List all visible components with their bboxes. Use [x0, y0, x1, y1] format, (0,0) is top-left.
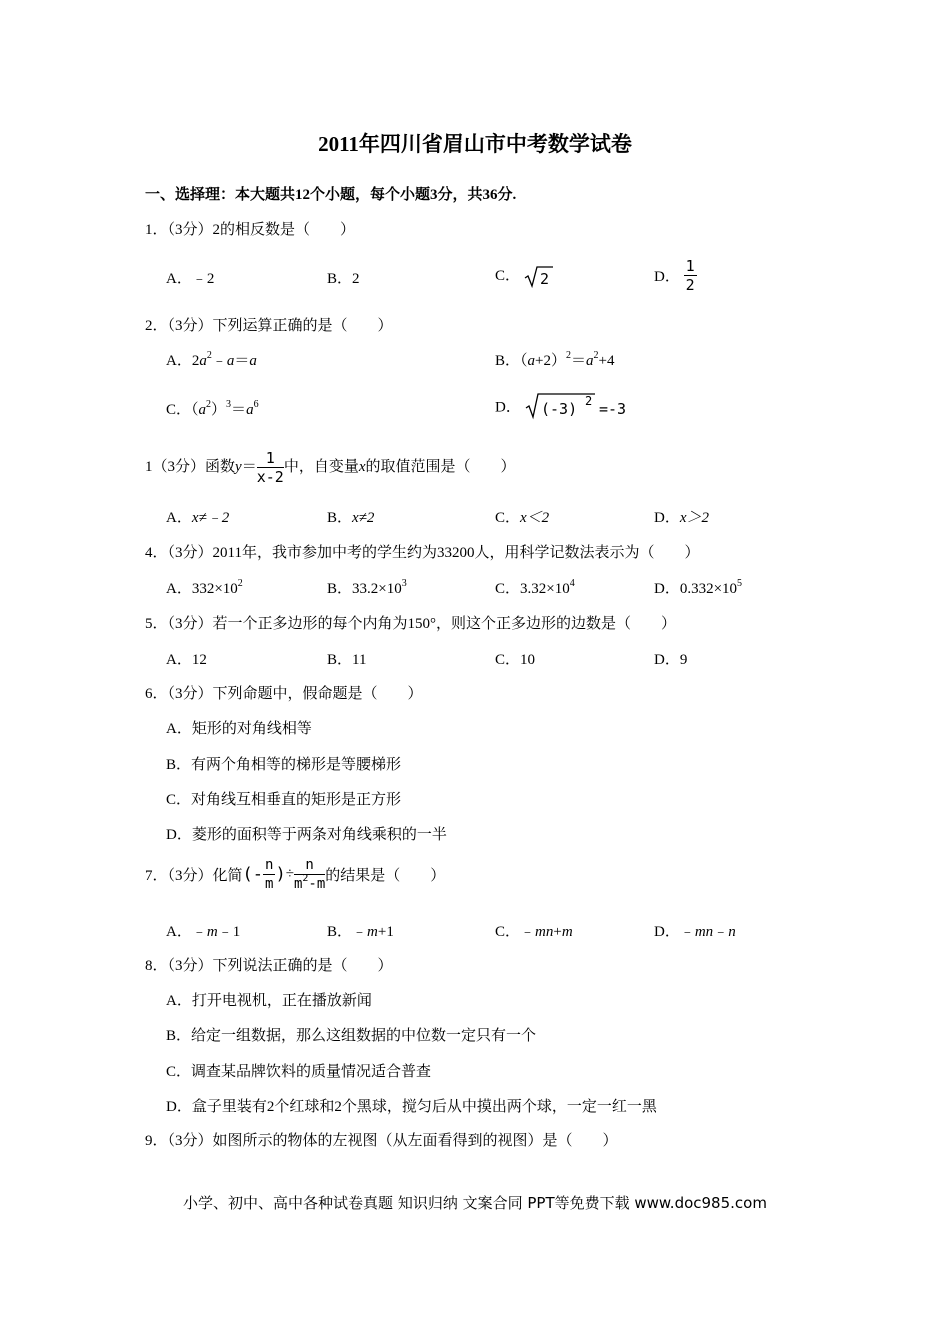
question-7: 7．（3分）化简(- $\frac{n}{m}$ )÷ $\frac{n}{m^2-m}$ 的结果是（ ）	[145, 857, 446, 892]
question-8: 8．（3分）下列说法正确的是（ ）	[145, 958, 393, 974]
section-heading: 一、选择理：本大题共12个小题，每个小题3分，共36分.	[145, 187, 517, 203]
fraction: $\frac{n}{m}$	[265, 857, 274, 892]
q3-option-b: B．x≠2	[327, 510, 375, 526]
q1-option-b: B．2	[327, 271, 360, 287]
q5-option-a: A．12	[166, 652, 207, 668]
q6-option-c: C．对角线互相垂直的矩形是正方形	[166, 792, 402, 808]
q5-option-d: D．9	[654, 652, 688, 668]
sqrt-symbol	[524, 265, 554, 289]
q4-option-d: D．$0.332\times 10^5$	[654, 578, 743, 597]
fraction: $\frac{1}{2}$	[685, 257, 695, 294]
q1-option-a: A．﹣2	[166, 271, 215, 287]
question-number: 1．	[145, 222, 168, 238]
q5-option-c: C．10	[495, 652, 536, 668]
q2-option-d: D． (-3) 2 =-3	[495, 392, 655, 420]
q8-option-a: A．打开电视机，正在播放新闻	[166, 993, 372, 1009]
fraction: $\frac{1}{x-2}$	[256, 449, 284, 486]
q3-option-a: A．x≠﹣2	[166, 510, 230, 526]
question-2: 2．（3分）下列运算正确的是（ ）	[145, 318, 393, 334]
q3-option-c: C．x＜2	[495, 510, 550, 526]
q7-option-d: D．﹣mn﹣n	[654, 924, 736, 940]
q2-option-b: B．$(a+2)^2=a^2+4$	[495, 350, 615, 369]
q6-option-a: A．矩形的对角线相等	[166, 721, 312, 737]
page-footer: 小学、初中、高中各种试卷真题 知识归纳 文案合同 PPT等免费下载 www.doc985.com	[183, 1194, 767, 1212]
svg-text:(-3): (-3)	[540, 400, 577, 418]
q4-option-b: B．$33.2\times 10^3$	[327, 578, 407, 597]
q8-option-d: D．盒子里装有2个红球和2个黑球，搅匀后从中摸出两个球，一定一红一黑	[166, 1099, 657, 1115]
q2-option-c: C．$(a^2)^3=a^6$	[166, 399, 259, 418]
question-score: （3分）	[167, 222, 213, 238]
question-4: 4．（3分）2011年，我市参加中考的学生约为33200人，用科学记数法表示为（ ）	[145, 545, 700, 561]
q6-option-b: B．有两个角相等的梯形是等腰梯形	[166, 757, 402, 773]
fraction: $\frac{n}{m^2-m}$	[293, 857, 326, 892]
q7-option-c: C．﹣mn+m	[495, 924, 573, 940]
q3-option-d: D．x＞2	[654, 510, 710, 526]
question-1	[145, 218, 355, 239]
sqrt-expression	[525, 392, 655, 420]
q8-option-c: C．调查某品牌饮料的质量情况适合普查	[166, 1064, 432, 1080]
question-9: 9．（3分）如图所示的物体的左视图（从左面看得到的视图）是（ ）	[145, 1133, 618, 1149]
question-6: 6．（3分）下列命题中，假命题是（ ）	[145, 686, 423, 702]
q1-option-c: C． 2	[495, 264, 554, 289]
q4-option-c: C．$3.32\times 10^4$	[495, 578, 575, 597]
radicand: 2	[539, 269, 549, 288]
q5-option-b: B．11	[327, 652, 367, 668]
svg-text:=-3: =-3	[598, 400, 626, 418]
question-5: 5．（3分）若一个正多边形的每个内角为150°，则这个正多边形的边数是（ ）	[145, 616, 677, 632]
question-text: 2的相反数是（ ）	[212, 222, 356, 238]
q2-option-a: A．$2a^2﹣a=a$	[166, 350, 257, 369]
q6-option-d: D．菱形的面积等于两条对角线乘积的一半	[166, 827, 447, 843]
q8-option-b: B．给定一组数据，那么这组数据的中位数一定只有一个	[166, 1028, 537, 1044]
page-title: 2011年四川省眉山市中考数学试卷	[318, 132, 632, 156]
q1-option-d: D． $\frac{1}{2}$	[654, 257, 695, 294]
q7-option-a: A．﹣m﹣1	[166, 924, 241, 940]
q4-option-a: A．$332\times 10^2$	[166, 578, 243, 597]
q7-option-b: B．﹣m+1	[327, 924, 394, 940]
question-3: 1（3分）函数y＝ $\frac{1}{x-2}$ 中，自变量x的取值范围是（ ）	[145, 449, 516, 486]
svg-text:2: 2	[584, 394, 592, 408]
